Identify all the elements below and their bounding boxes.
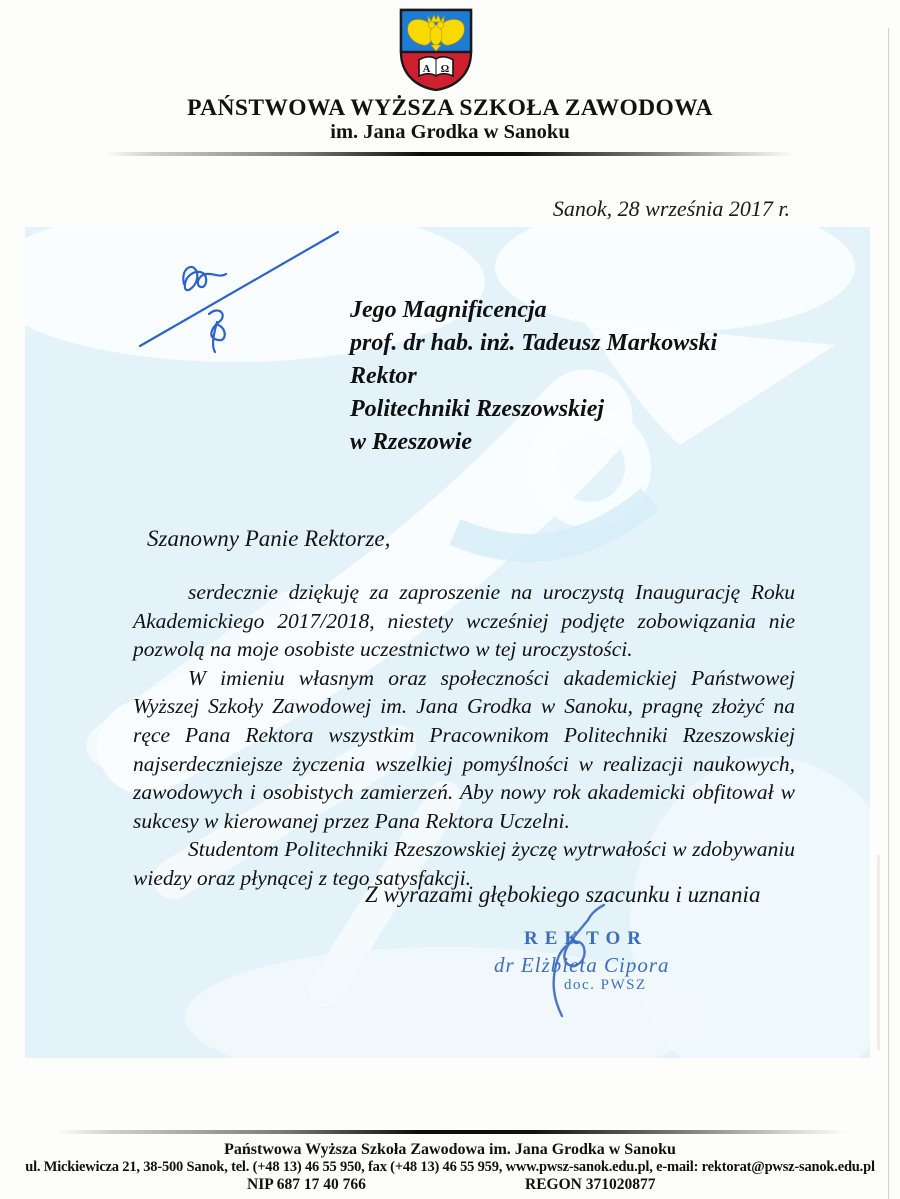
handwritten-signature [528, 898, 628, 1023]
recipient-line: Politechniki Rzeszowskiej [350, 396, 605, 422]
body-paragraph: serdecznie dziękuję za zaproszenie na uroczystą Inaugurację Roku Akademickiego 2017/2018, niestety wcześniej podjęte zobowiązania nie pozwolą na moje osobiste uczestnictwo w tej uroczystości. [133, 580, 795, 662]
footer-contact: ul. Mickiewicza 21, 38-500 Sanok, tel. (+48 13) 46 55 950, fax (+48 13) 46 55 959, www.pwsz-sanok.edu.pl, e-mail: rektorat@pwsz-sanok.edu.pl [25, 1159, 875, 1175]
stamp-title: REKTOR [524, 928, 649, 949]
stamp-name: dr Elżbieta Cipora [494, 953, 670, 977]
crest-alpha-letter: Α [422, 64, 431, 75]
letter-body [133, 578, 795, 893]
handwritten-initials [138, 228, 348, 353]
date-line: Sanok, 28 września 2017 r. [552, 196, 790, 221]
body-paragraph: W imieniu własnym oraz społeczności akademickiej Państwowej Wyższej Szkoły Zawodowej im. Jana Grodka w Sanoku, pragnę złożyć na ręce Pana Rektora wszystkim Pracownikom Politechniki Rzeszowskiej najserdeczniejsze życzenia wszelkiej pomyślności w realizacji naukowych, zawodowych i osobistych zamierzeń. Aby nowy rok akademicki obfitował w sukcesy w kierowanej przez Pana Rektora Uczelni. [133, 665, 795, 833]
crest-omega-letter: Ω [440, 64, 450, 75]
footer-regon: REGON 371020877 [525, 1176, 656, 1193]
footer-nip: NIP 687 17 40 766 [247, 1176, 366, 1193]
salutation: Szanowny Panie Rektorze, [147, 526, 391, 551]
recipient-line: w Rzeszowie [350, 429, 473, 455]
scan-artifact [877, 855, 880, 1050]
body-paragraph: Studentom Politechniki Rzeszowskiej życzę wytrwałości w zdobywaniu wiedzy oraz płynącej z tego satysfakcji. [133, 837, 795, 890]
header-separator [105, 152, 795, 156]
university-crest-icon [399, 8, 473, 92]
recipient-line: prof. dr hab. inż. Tadeusz Markowski [350, 330, 718, 356]
letterhead-subtitle: im. Jana Grodka w Sanoku [330, 121, 570, 143]
recipient-block [350, 294, 717, 459]
closing-line: Z wyrazami głębokiego szacunku i uznania [365, 882, 761, 907]
recipient-line: Rektor [350, 363, 417, 389]
footer-institution: Państwowa Wyższa Szkoła Zawodowa im. Jana Grodka w Sanoku [224, 1141, 676, 1158]
scan-edge-line [888, 28, 889, 1199]
stamp-position: doc. PWSZ [564, 977, 647, 993]
recipient-line: Jego Magnificencja [350, 297, 547, 323]
footer-separator [58, 1130, 846, 1134]
letterhead-title: PAŃSTWOWA WYŻSZA SZKOŁA ZAWODOWA [187, 95, 713, 121]
